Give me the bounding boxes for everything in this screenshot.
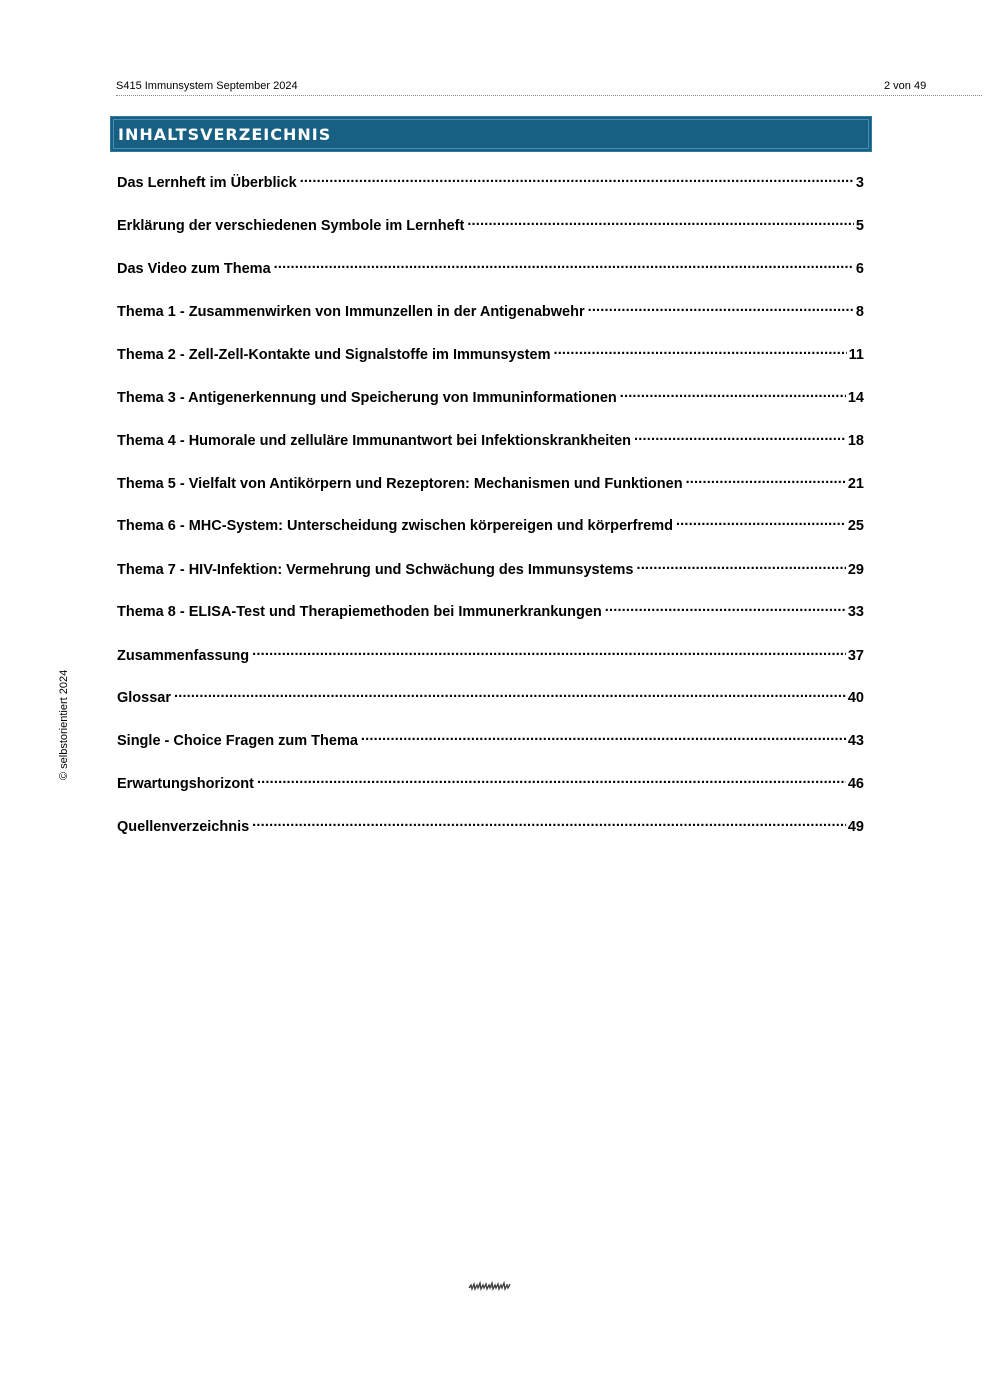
- toc-entry[interactable]: [117, 688, 864, 708]
- toc-entry-page-number: 40: [847, 690, 864, 706]
- toc-entry-label: Thema 3 - Antigenerkennung und Speicherung von Immuninformationen: [117, 390, 617, 406]
- toc-entry[interactable]: [117, 474, 864, 494]
- toc-entry-label: Thema 1 - Zusammenwirken von Immunzellen in der Antigenabwehr: [117, 304, 585, 320]
- toc-entry[interactable]: [117, 817, 864, 837]
- toc-entry-label: Thema 7 - HIV-Infektion: Vermehrung und Schwächung des Immunsystems: [117, 562, 634, 578]
- toc-dot-leader: [252, 817, 846, 831]
- toc-entry-page-number: 21: [847, 476, 864, 492]
- toc-dot-leader: [636, 560, 845, 574]
- toc-entry-page-number: 3: [855, 175, 864, 191]
- toc-entry-page-number: 6: [855, 261, 864, 277]
- toc-entry[interactable]: [117, 388, 864, 408]
- toc-entry[interactable]: [117, 431, 864, 451]
- toc-entry-page-number: 14: [847, 390, 864, 406]
- toc-entry[interactable]: [117, 560, 864, 580]
- toc-entry[interactable]: [117, 173, 864, 193]
- toc-entry-page-number: 43: [847, 733, 864, 749]
- toc-dot-leader: [605, 602, 846, 616]
- toc-dot-leader: [274, 259, 854, 273]
- toc-entry[interactable]: [117, 602, 864, 622]
- header-page-indicator: 2 von 49: [884, 80, 927, 92]
- toc-dot-leader: [252, 646, 846, 660]
- toc-dot-leader: [588, 302, 854, 316]
- toc-entry-label: Zusammenfassung: [117, 648, 250, 664]
- toc-title: INHALTSVERZEICHNIS: [118, 125, 332, 144]
- toc-entry-page-number: 49: [847, 819, 864, 835]
- toc-entry-page-number: 37: [847, 648, 864, 664]
- toc-entry[interactable]: [117, 646, 864, 666]
- toc-entry-page-number: 29: [847, 562, 864, 578]
- toc-dot-leader: [174, 688, 846, 702]
- toc-entry-label: Das Video zum Thema: [117, 261, 271, 277]
- toc-entry[interactable]: [117, 302, 864, 322]
- toc-dot-leader: [676, 516, 846, 530]
- toc-entry-label: Thema 2 - Zell-Zell-Kontakte und Signalstoffe im Immunsystem: [117, 347, 551, 363]
- toc-entry-label: Das Lernheft im Überblick: [117, 175, 297, 191]
- toc-entry-label: Quellenverzeichnis: [117, 819, 250, 835]
- toc-dot-leader: [361, 731, 846, 745]
- toc-dot-leader: [257, 774, 846, 788]
- toc-entry-label: Glossar: [117, 690, 171, 706]
- toc-dot-leader: [686, 474, 846, 488]
- footer-logo-scribble: [468, 1279, 512, 1293]
- toc-entry[interactable]: [117, 774, 864, 794]
- toc-dot-leader: [300, 173, 854, 187]
- toc-entry[interactable]: [117, 216, 864, 236]
- toc-entry-label: Single - Choice Fragen zum Thema: [117, 733, 358, 749]
- toc-entry-page-number: 18: [847, 433, 864, 449]
- toc-entry-page-number: 46: [847, 776, 864, 792]
- toc-dot-leader: [553, 345, 846, 359]
- toc-entry[interactable]: [117, 731, 864, 751]
- toc-entry-label: Thema 8 - ELISA-Test und Therapiemethoden bei Immunerkrankungen: [117, 604, 602, 620]
- toc-dot-leader: [634, 431, 846, 445]
- toc-entry-label: Erklärung der verschiedenen Symbole im Lernheft: [117, 218, 465, 234]
- toc-entry-page-number: 25: [847, 518, 864, 534]
- toc-entry-label: Thema 6 - MHC-System: Unterscheidung zwischen körpereigen und körperfremd: [117, 518, 673, 534]
- toc-entry[interactable]: [117, 516, 864, 536]
- header-document-title: S415 Immunsystem September 2024: [116, 80, 298, 92]
- side-copyright-text: © selbstorientiert 2024: [58, 669, 70, 780]
- page-header: [116, 79, 982, 96]
- toc-entry[interactable]: [117, 259, 864, 279]
- toc-dot-leader: [620, 388, 846, 402]
- toc-entry-page-number: 11: [848, 347, 864, 363]
- toc-title-bar: [110, 116, 872, 152]
- toc-entry-label: Erwartungshorizont: [117, 776, 254, 792]
- toc-entry-label: Thema 5 - Vielfalt von Antikörpern und Rezeptoren: Mechanismen und Funktionen: [117, 476, 683, 492]
- footer-logo: [468, 1279, 512, 1293]
- toc-dot-leader: [467, 216, 854, 230]
- toc-entry[interactable]: [117, 345, 864, 365]
- toc-entry-page-number: 5: [855, 218, 864, 234]
- toc-entry-page-number: 8: [855, 304, 864, 320]
- toc-entry-label: Thema 4 - Humorale und zelluläre Immunantwort bei Infektionskrankheiten: [117, 433, 632, 449]
- toc-entry-page-number: 33: [847, 604, 864, 620]
